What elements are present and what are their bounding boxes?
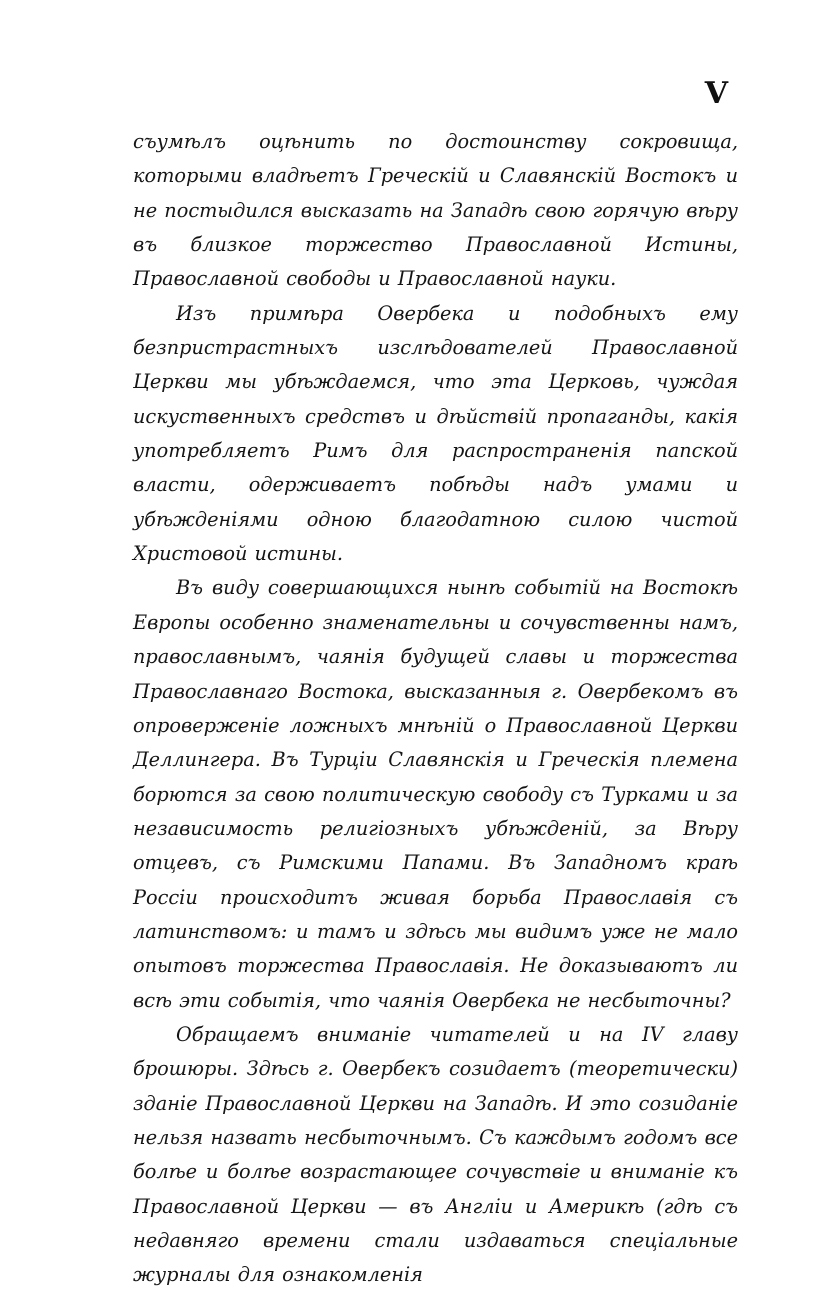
- paragraph-1: съумѣлъ оцѣнить по достоинству сокровища, которыми владѣетъ Греческій и Славянскій Востокъ и не постыдился высказать на Западѣ свою горячую вѣру въ близкое торжество Православной Истины, Православной свободы и Православной науки.: [133, 130, 738, 291]
- page-number: V: [704, 76, 728, 111]
- paragraph-4: Обращаемъ вниманіе читателей и на IV главу брошюры. Здѣсь г. Овербекъ созидаетъ (теоретически) зданіе Православной Церкви на Западѣ. И это созиданіе нельзя назвать несбыточнымъ. Съ каждымъ годомъ все болѣе и болѣе возрастающее сочувствіе и вниманіе къ Православной Церкви — въ Англіи и Америкѣ (гдѣ съ недавняго времени стали издаваться спеціальные журналы для ознакомленія: [133, 1022, 738, 1287]
- paragraph-3: Въ виду совершающихся нынѣ событій на Востокѣ Европы особенно знаменательны и сочувственны намъ, православнымъ, чаянія будущей славы и торжества Православнаго Востока, высказанныя г. Овербекомъ въ опроверженіе ложныхъ мнѣній о Православной Церкви Деллингера. Въ Турціи Славянскія и Греческія племена борются за свою политическую свободу съ Турками и за независимость религіозныхъ убѣжденій, за Вѣру отцевъ, съ Римскими Папами. Въ Западномъ краѣ Россіи происходитъ живая борьба Православія съ латинствомъ: и тамъ и здѣсь мы видимъ уже не мало опытовъ торжества Православія. Не доказываютъ ли всѣ эти событія, что чаянія Овербека не несбыточны?: [133, 576, 738, 1012]
- body-text: [133, 125, 738, 1293]
- paragraph-2: Изъ примѣра Овербека и подобныхъ ему безпристрастныхъ изслѣдователей Православной Церкви мы убѣждаемся, что эта Церковь, чуждая искуственныхъ средствъ и дѣйствій пропаганды, какія употребляетъ Римъ для распространенія папской власти, одерживаетъ побѣды надъ умами и убѣжденіями одною благодатною силою чистой Христовой истины.: [133, 301, 738, 566]
